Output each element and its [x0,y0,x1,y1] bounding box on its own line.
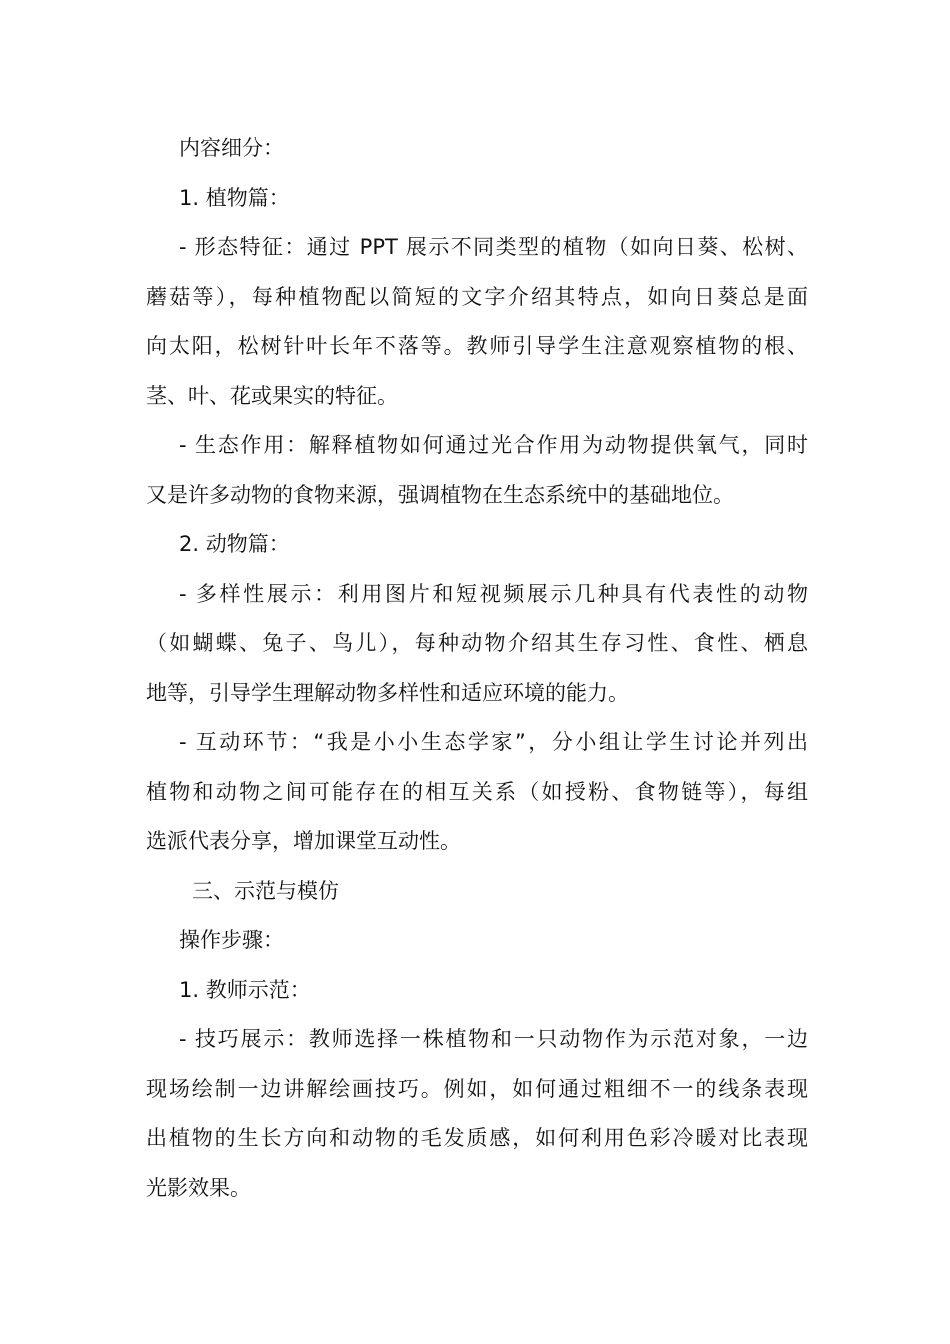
text-line-19: - 技巧展示：教师选择一株植物和一只动物作为示范对象，一边 [179,1027,808,1051]
text-line-10: - 多样性展示：利用图片和短视频展示几种具有代表性的动物 [179,581,808,606]
text-line-12: 地等，引导学生理解动物多样性和适应环境的能力。 [146,680,629,705]
text-line-17: 操作步骤： [179,928,284,952]
text-line-2: 1. 植物篇： [179,185,290,210]
text-line-5: 向太阳，松树针叶长年不落等。教师引导学生注意观察植物的根、 [146,334,808,358]
text-line-8: 又是许多动物的食物来源，强调植物在生态系统中的基础地位。 [146,482,734,507]
text-line-6: 茎、叶、花或果实的特征。 [146,383,398,408]
document-body [146,124,808,1213]
text-line-3: - 形态特征：通过 PPT 展示不同类型的植物（如向日葵、松树、 [179,235,808,259]
text-line-22: 光影效果。 [146,1175,251,1200]
text-line-20: 现场绘制一边讲解绘画技巧。例如，如何通过粗细不一的线条表现 [146,1076,808,1101]
text-line-18: 1. 教师示范： [179,977,311,1002]
section-heading: 三、示范与模仿 [192,878,339,903]
text-line-9: 2. 动物篇： [179,532,290,556]
text-line-14: 植物和动物之间可能存在的相互关系（如授粉、食物链等），每组 [146,779,808,804]
text-line-1: 内容细分： [179,136,284,160]
text-line-13: - 互动环节：“我是小小生态学家”，分小组让学生讨论并列出 [179,730,808,754]
text-line-4: 蘑菇等），每种植物配以简短的文字介绍其特点，如向日葵总是面 [146,284,808,309]
text-line-15: 选派代表分享，增加课堂互动性。 [146,829,461,853]
text-line-21: 出植物的生长方向和动物的毛发质感，如何利用色彩冷暖对比表现 [146,1126,808,1150]
text-line-11: （如蝴蝶、兔子、鸟儿），每种动物介绍其生存习性、食性、栖息 [146,631,808,655]
text-line-7: - 生态作用：解释植物如何通过光合作用为动物提供氧气，同时 [179,433,808,457]
